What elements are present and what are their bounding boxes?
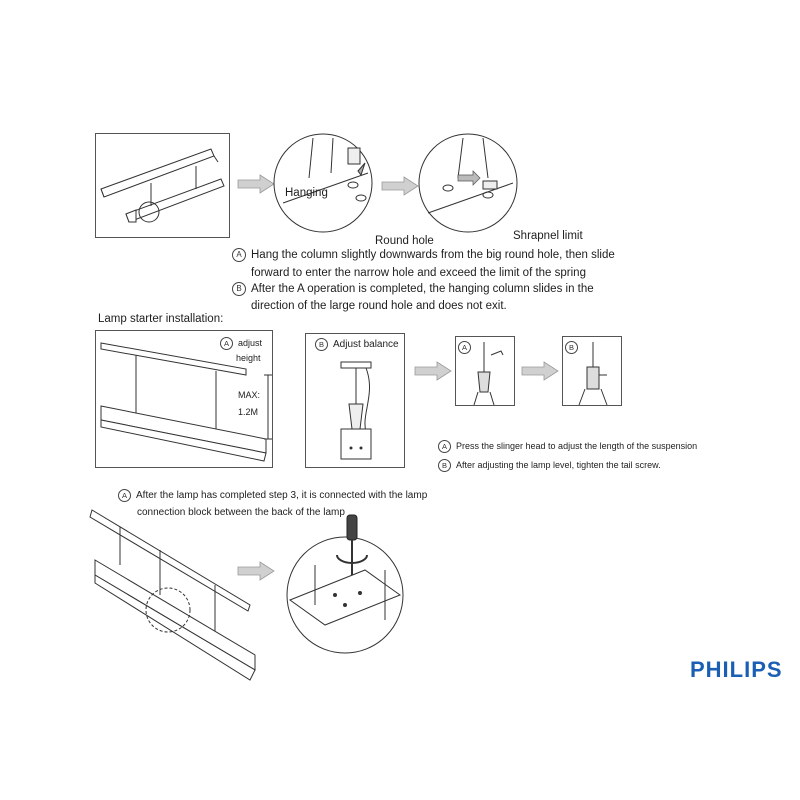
right-arrow-icon <box>415 362 451 380</box>
adjust-balance-text: Adjust balance <box>333 339 399 351</box>
step3-note-line1: After the lamp has completed step 3, it is connected with the lamp <box>136 490 428 502</box>
step1-note-a-line1: Hang the column slightly downwards from the big round hole, then slide <box>251 249 615 262</box>
step1-note-b-line2: direction of the large round hole and does not exit. <box>251 300 507 312</box>
step2-balance-panel <box>305 333 405 468</box>
step1-note-a <box>232 248 615 262</box>
marker-a: A <box>118 489 131 502</box>
step1-fixture-panel <box>95 133 230 238</box>
step2-note-b-text: After adjusting the lamp level, tighten the tail screw. <box>456 459 661 470</box>
marker-a: A <box>220 337 233 350</box>
step2-balance-label <box>315 338 399 351</box>
label-shrapnel-limit: Shrapnel limit <box>513 230 583 242</box>
step1-detail-shrapnel <box>418 133 518 233</box>
step3-note-line2: connection block between the back of the lamp <box>137 507 345 518</box>
height-word: height <box>236 353 261 363</box>
detail-circle-icon <box>273 133 373 233</box>
step1-note-b-line1: After the A operation is completed, the hanging column slides in the <box>251 283 594 296</box>
lamp-fixture-illustration <box>96 134 231 239</box>
section-heading-lamp-starter: Lamp starter installation: <box>98 313 224 325</box>
screwdriver-detail-icon <box>285 515 405 655</box>
right-arrow-icon <box>522 362 558 380</box>
marker-a: A <box>438 440 451 453</box>
right-arrow-icon <box>382 177 418 195</box>
max-label: MAX: <box>238 390 261 400</box>
marker-b: B <box>438 459 451 472</box>
step1-note-a-line2: forward to enter the narrow hole and exceed the limit of the spring <box>251 267 586 279</box>
label-hanging: Hanging <box>285 187 328 199</box>
step3-note <box>118 489 427 502</box>
step2-detail-a-marker <box>458 339 476 357</box>
adjust-word: adjust <box>238 337 263 348</box>
detail-circle-icon <box>418 133 518 233</box>
marker-b: B <box>232 282 246 296</box>
marker-b: B <box>565 341 578 354</box>
label-round-hole: Round hole <box>375 235 434 247</box>
step1-detail-hanging <box>273 133 373 233</box>
lamp-suspension-illustration <box>96 331 274 469</box>
connected-lamps-illustration <box>90 505 260 685</box>
marker-a: A <box>458 341 471 354</box>
step2-note-b <box>438 459 661 472</box>
step3-detail-connection <box>285 515 405 655</box>
balance-illustration <box>306 334 406 469</box>
step2-detail-b-marker <box>565 339 583 357</box>
marker-b: B <box>315 338 328 351</box>
philips-logo: PHILIPS <box>690 657 783 682</box>
step2-note-a-text: Press the slinger head to adjust the length of the suspension <box>456 440 698 451</box>
right-arrow-icon <box>238 175 274 193</box>
marker-a: A <box>232 248 246 262</box>
right-arrow-icon <box>238 562 274 580</box>
max-value: 1.2M <box>238 407 259 417</box>
step2-note-a <box>438 440 697 453</box>
step1-note-b <box>232 282 594 296</box>
step2-adjust-label <box>220 337 262 350</box>
